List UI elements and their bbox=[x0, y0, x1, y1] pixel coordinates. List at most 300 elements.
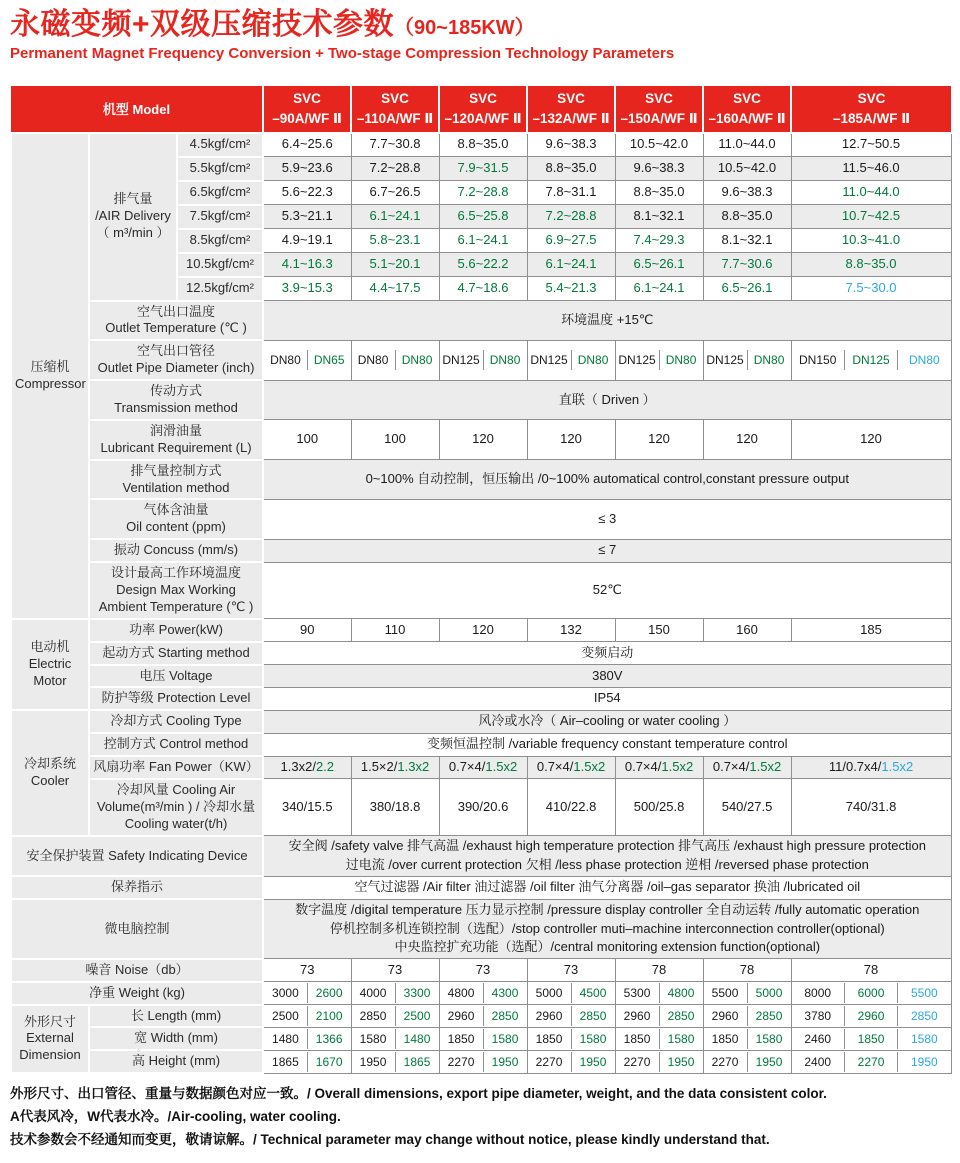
split-value bbox=[704, 983, 747, 1003]
value-text: 数字温度 /digital temperature 压力显示控制 /pressure display controller 全自动运转 /fully automatic operation bbox=[295, 901, 920, 917]
split-value bbox=[704, 1052, 747, 1072]
split-value bbox=[571, 1029, 615, 1049]
value-text: 7.8~31.1 bbox=[545, 184, 597, 200]
data-cell bbox=[439, 253, 527, 277]
row-ventilation-method bbox=[11, 460, 951, 500]
row-label bbox=[89, 1005, 263, 1028]
split-value bbox=[307, 983, 351, 1003]
value-text: 10.5~42.0 bbox=[629, 136, 689, 152]
data-cell bbox=[263, 1005, 351, 1028]
model-header-row bbox=[11, 86, 951, 133]
value-text: DN80 bbox=[577, 353, 609, 368]
data-cell bbox=[439, 959, 527, 982]
data-cell bbox=[615, 253, 703, 277]
data-cell bbox=[527, 181, 615, 205]
row-label-line: Ventilation method bbox=[122, 479, 230, 495]
data-cell bbox=[791, 779, 951, 836]
value-text: 132 bbox=[560, 621, 582, 637]
value-text: 2960 bbox=[857, 1008, 885, 1023]
data-cell bbox=[439, 420, 527, 460]
data-cell bbox=[527, 1050, 615, 1073]
split-value bbox=[844, 1029, 897, 1049]
row-concuss bbox=[11, 539, 951, 562]
value-text: 1.5×2/ bbox=[360, 759, 398, 775]
value-text: 2270 bbox=[447, 1054, 475, 1069]
row-label bbox=[89, 733, 263, 756]
data-cell bbox=[615, 277, 703, 301]
value-text: 6.1~24.1 bbox=[633, 280, 685, 296]
value-text: 390/20.6 bbox=[457, 798, 509, 814]
data-cell bbox=[439, 1027, 527, 1050]
category-cell bbox=[11, 133, 89, 619]
data-line bbox=[266, 311, 949, 330]
data-line bbox=[266, 391, 949, 410]
value-text: 6.1~24.1 bbox=[457, 232, 509, 248]
split-values bbox=[264, 983, 351, 1003]
row-cooling-air-volume bbox=[11, 779, 951, 836]
split-values bbox=[352, 983, 439, 1003]
value-text: 10.5~42.0 bbox=[717, 160, 777, 176]
data-cell bbox=[263, 253, 351, 277]
data-cell bbox=[527, 229, 615, 253]
split-value bbox=[571, 350, 615, 370]
split-values bbox=[264, 1052, 351, 1072]
split-values bbox=[792, 1006, 951, 1026]
value-text: 2270 bbox=[857, 1054, 885, 1069]
model-variant: –160A/WF Ⅱ bbox=[708, 110, 786, 126]
data-cell bbox=[703, 253, 791, 277]
row-label bbox=[11, 876, 263, 899]
row-label-line: 净重 Weight (kg) bbox=[89, 984, 185, 1000]
data-cell bbox=[527, 420, 615, 460]
split-value bbox=[616, 1052, 659, 1072]
value-text: 8.8~35.0 bbox=[633, 184, 685, 200]
model-variant: –132A/WF Ⅱ bbox=[532, 110, 610, 126]
row-label-line: 振动 Concuss (mm/s) bbox=[113, 542, 239, 558]
data-cell bbox=[527, 157, 615, 181]
data-cell bbox=[263, 205, 351, 229]
row-label-line: （ m³/min ） bbox=[96, 224, 170, 240]
data-cell bbox=[791, 420, 951, 460]
row-transmission-method bbox=[11, 380, 951, 420]
data-line bbox=[266, 938, 949, 957]
value-text: 120 bbox=[560, 431, 582, 447]
value-text: 7.5~30.0 bbox=[845, 280, 897, 296]
row-label-line: Outlet Pipe Diameter (inch) bbox=[97, 360, 255, 376]
row-width bbox=[11, 1027, 951, 1050]
category-cell bbox=[11, 710, 89, 835]
split-value bbox=[483, 1029, 527, 1049]
split-values bbox=[528, 1006, 615, 1026]
data-cell bbox=[263, 959, 351, 982]
pressure-label: 7.5kgf/cm² bbox=[177, 205, 263, 229]
data-line bbox=[266, 712, 949, 731]
value-text: 4.1~16.3 bbox=[281, 256, 333, 272]
data-span-cell bbox=[263, 499, 951, 539]
value-text: DN125 bbox=[530, 353, 568, 368]
value-text: 6.7~26.5 bbox=[369, 184, 421, 200]
value-text: 2960 bbox=[623, 1008, 651, 1023]
row-label bbox=[89, 665, 263, 688]
split-values bbox=[704, 983, 791, 1003]
data-cell bbox=[439, 340, 527, 380]
row-label-line: 空气出口管径 bbox=[137, 343, 216, 359]
value-text: 1850 bbox=[711, 1031, 739, 1046]
value-text: 120 bbox=[472, 431, 494, 447]
value-text: 1950 bbox=[911, 1054, 938, 1069]
value-text: 2850 bbox=[359, 1008, 387, 1023]
value-text: 1580 bbox=[491, 1031, 519, 1046]
split-value bbox=[571, 1052, 615, 1072]
row-label-line: 微电脑控制 bbox=[104, 920, 170, 936]
data-cell bbox=[791, 959, 951, 982]
data-cell bbox=[615, 229, 703, 253]
category-cell bbox=[11, 619, 89, 711]
value-text: 3300 bbox=[403, 986, 431, 1001]
value-text: 2850 bbox=[755, 1008, 783, 1023]
split-value bbox=[897, 1029, 950, 1049]
value-text: 7.2~28.8 bbox=[457, 184, 509, 200]
data-cell bbox=[439, 756, 527, 779]
value-text: 8000 bbox=[804, 986, 832, 1001]
value-text: 5000 bbox=[755, 986, 783, 1001]
value-text: 4800 bbox=[667, 986, 695, 1001]
value-text: 1950 bbox=[491, 1054, 519, 1069]
split-value bbox=[264, 350, 307, 370]
row-label bbox=[89, 133, 177, 301]
value-text: 120 bbox=[648, 431, 670, 447]
split-value bbox=[844, 350, 897, 370]
data-cell bbox=[703, 205, 791, 229]
split-value bbox=[528, 983, 571, 1003]
data-cell bbox=[791, 229, 951, 253]
value-text: 风冷或水冷（ Air–cooling or water cooling ） bbox=[478, 713, 737, 729]
data-cell bbox=[615, 982, 703, 1005]
data-cell bbox=[351, 756, 439, 779]
model-variant: –185A/WF Ⅱ bbox=[832, 110, 911, 126]
split-value bbox=[307, 350, 351, 370]
split-values bbox=[352, 350, 439, 370]
split-values bbox=[792, 1052, 951, 1072]
data-cell bbox=[615, 133, 703, 157]
data-line bbox=[266, 470, 949, 489]
row-label bbox=[89, 779, 263, 836]
value-text: 2500 bbox=[272, 1008, 299, 1023]
data-cell bbox=[527, 253, 615, 277]
value-text: 2850 bbox=[667, 1008, 695, 1023]
data-cell bbox=[527, 277, 615, 301]
value-text: 4.9~19.1 bbox=[281, 232, 333, 248]
value-text: 6.5~26.1 bbox=[721, 280, 773, 296]
row-label-line: 保养指示 bbox=[111, 879, 164, 895]
value-text: 2270 bbox=[535, 1054, 563, 1069]
value-text: 1850 bbox=[623, 1031, 651, 1046]
value-text: DN80 bbox=[489, 353, 521, 368]
data-cell bbox=[263, 133, 351, 157]
split-value bbox=[440, 1006, 483, 1026]
row-label-line: 冷却方式 Cooling Type bbox=[110, 713, 242, 729]
row-weight bbox=[11, 982, 951, 1005]
footnote-cooling-legend: A代表风冷，W代表水冷。/Air-cooling, water cooling. bbox=[10, 1109, 341, 1125]
split-values bbox=[704, 1006, 791, 1026]
row-label-line: 润滑油量 bbox=[150, 422, 203, 438]
row-label bbox=[11, 836, 263, 877]
value-text: 78 bbox=[863, 961, 879, 977]
data-cell bbox=[351, 229, 439, 253]
data-span-cell bbox=[263, 665, 951, 688]
row-label bbox=[89, 1050, 263, 1073]
value-text: 6.1~24.1 bbox=[369, 208, 421, 224]
data-cell bbox=[263, 982, 351, 1005]
split-value bbox=[352, 1006, 395, 1026]
data-cell bbox=[791, 340, 951, 380]
split-value bbox=[659, 983, 703, 1003]
data-cell bbox=[527, 982, 615, 1005]
pressure-label: 4.5kgf/cm² bbox=[177, 133, 263, 157]
value-text: 110 bbox=[384, 621, 406, 637]
data-cell bbox=[439, 229, 527, 253]
row-label-line: Design Max Working bbox=[116, 581, 236, 597]
split-values bbox=[704, 350, 791, 370]
row-label bbox=[89, 301, 263, 341]
value-text: IP54 bbox=[593, 690, 621, 706]
data-cell bbox=[703, 133, 791, 157]
value-text: 6.5~26.1 bbox=[633, 256, 685, 272]
split-value bbox=[897, 350, 950, 370]
value-text: 2850 bbox=[491, 1008, 519, 1023]
data-cell bbox=[791, 619, 951, 642]
data-line bbox=[266, 510, 949, 529]
data-cell bbox=[615, 1050, 703, 1073]
row-label bbox=[89, 642, 263, 665]
page-title-cn: 永磁变频+双级压缩技术参数 bbox=[10, 8, 395, 41]
value-text: 1.5x2 bbox=[661, 759, 694, 775]
data-cell bbox=[439, 779, 527, 836]
data-span-cell bbox=[263, 899, 951, 959]
row-fan-power bbox=[11, 756, 951, 779]
split-values bbox=[352, 1029, 439, 1049]
row-label bbox=[89, 340, 263, 380]
category-label: 冷却系统 bbox=[23, 756, 76, 772]
data-cell bbox=[791, 133, 951, 157]
value-text: 2270 bbox=[711, 1054, 739, 1069]
split-values bbox=[792, 983, 951, 1003]
category-label: 电动机 bbox=[30, 639, 70, 655]
row-label-line: 长 Length (mm) bbox=[130, 1007, 222, 1023]
pressure-label: 5.5kgf/cm² bbox=[177, 157, 263, 181]
row-label bbox=[89, 380, 263, 420]
split-value bbox=[352, 983, 395, 1003]
value-text: 5.8~23.1 bbox=[369, 232, 421, 248]
split-value bbox=[659, 1029, 703, 1049]
value-text: ≤ 3 bbox=[598, 510, 617, 526]
category-label: Cooler bbox=[30, 772, 70, 788]
row-label bbox=[89, 619, 263, 642]
row-design-max-ambient bbox=[11, 562, 951, 619]
split-value bbox=[571, 983, 615, 1003]
value-text: 2500 bbox=[403, 1008, 431, 1023]
split-values bbox=[528, 1052, 615, 1072]
data-cell bbox=[791, 277, 951, 301]
row-label-line: Outlet Temperature (℃ ) bbox=[105, 320, 247, 336]
data-cell bbox=[351, 959, 439, 982]
row-label-line: 排气量控制方式 bbox=[130, 462, 222, 478]
value-text: 120 bbox=[472, 621, 494, 637]
category-label: Compressor bbox=[15, 375, 86, 391]
value-text: 120 bbox=[860, 431, 882, 447]
value-text: 6.1~24.1 bbox=[545, 256, 597, 272]
value-text: 1950 bbox=[755, 1054, 783, 1069]
page-title bbox=[10, 8, 950, 43]
table-header bbox=[11, 86, 951, 133]
row-label-line: Cooling water(t/h) bbox=[124, 815, 228, 831]
row-label bbox=[11, 959, 263, 982]
split-value bbox=[483, 1006, 527, 1026]
value-text: 停机控制多机连锁控制（选配）/stop controller muti–machine interconnection controller(optional) bbox=[329, 920, 885, 936]
value-text: DN80 bbox=[665, 353, 697, 368]
value-text: 340/15.5 bbox=[281, 798, 333, 814]
split-value bbox=[483, 1052, 527, 1072]
value-text: 中央监控扩充功能（选配）/central monitoring extension function(optional) bbox=[394, 939, 821, 955]
row-label bbox=[89, 499, 263, 539]
value-text: 73 bbox=[387, 961, 403, 977]
row-label bbox=[89, 539, 263, 562]
data-cell bbox=[703, 982, 791, 1005]
value-text: 78 bbox=[651, 961, 667, 977]
data-cell bbox=[351, 1027, 439, 1050]
value-text: 3780 bbox=[804, 1008, 832, 1023]
row-noise bbox=[11, 959, 951, 982]
value-text: 2960 bbox=[711, 1008, 739, 1023]
data-cell bbox=[527, 756, 615, 779]
data-cell bbox=[351, 181, 439, 205]
split-value bbox=[659, 350, 703, 370]
data-cell bbox=[791, 982, 951, 1005]
data-cell bbox=[703, 340, 791, 380]
split-value bbox=[352, 1052, 395, 1072]
value-text: 2850 bbox=[579, 1008, 607, 1023]
data-cell bbox=[351, 340, 439, 380]
row-starting-method bbox=[11, 642, 951, 665]
data-cell bbox=[263, 420, 351, 460]
data-cell bbox=[351, 1050, 439, 1073]
data-line bbox=[266, 878, 949, 897]
value-text: 380/18.8 bbox=[369, 798, 421, 814]
data-cell bbox=[351, 1005, 439, 1028]
data-cell bbox=[615, 1027, 703, 1050]
value-text: 2600 bbox=[315, 986, 343, 1001]
data-cell bbox=[615, 420, 703, 460]
model-series: SVC bbox=[293, 90, 321, 106]
footnote-color-legend: 外形尺寸、出口管径、重量与数据颜色对应一致。/ Overall dimensions, export pipe diameter, weight, and the data consistent color. bbox=[10, 1086, 827, 1102]
value-text: 5.9~23.6 bbox=[281, 160, 333, 176]
model-header-cell bbox=[527, 86, 615, 133]
row-label-line: 宽 Width (mm) bbox=[134, 1030, 218, 1046]
value-text: DN125 bbox=[442, 353, 480, 368]
data-line bbox=[266, 856, 949, 875]
value-text: DN80 bbox=[753, 353, 785, 368]
value-text: 1950 bbox=[359, 1054, 387, 1069]
data-cell bbox=[351, 619, 439, 642]
value-text: 11.0~44.0 bbox=[718, 136, 776, 152]
model-header-cell bbox=[351, 86, 439, 133]
data-cell bbox=[263, 1050, 351, 1073]
split-values bbox=[616, 350, 703, 370]
data-cell bbox=[439, 1005, 527, 1028]
parameters-table bbox=[10, 86, 952, 1075]
row-microcomputer-control bbox=[11, 899, 951, 959]
row-label-line: 空气出口温度 bbox=[137, 303, 216, 319]
data-span-cell bbox=[263, 710, 951, 733]
data-cell bbox=[703, 756, 791, 779]
value-text: 6.4~25.6 bbox=[281, 136, 333, 152]
value-text: 8.8~35.0 bbox=[545, 160, 597, 176]
split-values bbox=[704, 1029, 791, 1049]
data-line bbox=[266, 667, 949, 686]
data-cell bbox=[615, 1005, 703, 1028]
model-series: SVC bbox=[733, 90, 761, 106]
split-value bbox=[395, 350, 439, 370]
split-value bbox=[659, 1052, 703, 1072]
value-text: 7.2~28.8 bbox=[545, 208, 597, 224]
value-text: 7.7~30.8 bbox=[369, 136, 421, 152]
data-cell bbox=[703, 1027, 791, 1050]
value-text: 1.5x2 bbox=[485, 759, 518, 775]
data-line bbox=[266, 541, 949, 560]
data-cell bbox=[263, 229, 351, 253]
value-text: 1950 bbox=[579, 1054, 607, 1069]
row-height bbox=[11, 1050, 951, 1073]
model-series: SVC bbox=[381, 90, 409, 106]
split-values bbox=[264, 1006, 351, 1026]
row-label-line: Transmission method bbox=[114, 399, 238, 415]
value-text: 5000 bbox=[535, 986, 563, 1001]
row-label-line: 冷却风量 Cooling Air bbox=[116, 781, 236, 797]
row-label-line: 噪音 Noise（db） bbox=[85, 961, 189, 977]
row-safety-indicating-device bbox=[11, 836, 951, 877]
row-label bbox=[11, 899, 263, 959]
data-span-cell bbox=[263, 876, 951, 899]
value-text: 120 bbox=[736, 431, 758, 447]
split-value bbox=[747, 1029, 791, 1049]
split-value bbox=[897, 1052, 950, 1072]
data-cell bbox=[439, 157, 527, 181]
data-cell bbox=[439, 277, 527, 301]
value-text: DN80 bbox=[909, 353, 940, 368]
value-text: 5.6~22.3 bbox=[281, 184, 333, 200]
split-value bbox=[395, 1029, 439, 1049]
value-text: 环境温度 +15℃ bbox=[561, 311, 654, 327]
value-text: 11.0~44.0 bbox=[842, 184, 900, 200]
split-value bbox=[395, 1006, 439, 1026]
data-cell bbox=[351, 779, 439, 836]
category-cell bbox=[11, 1005, 89, 1074]
data-cell bbox=[351, 420, 439, 460]
page-subtitle-en: Permanent Magnet Frequency Conversion + Two-stage Compression Technology Parameters bbox=[10, 44, 675, 62]
data-cell bbox=[703, 181, 791, 205]
value-text: 4000 bbox=[359, 986, 387, 1001]
split-value bbox=[307, 1052, 351, 1072]
split-values bbox=[616, 983, 703, 1003]
value-text: 6000 bbox=[857, 986, 885, 1001]
value-text: 52℃ bbox=[592, 581, 622, 597]
data-cell bbox=[263, 277, 351, 301]
table-body bbox=[11, 133, 951, 1074]
split-value bbox=[395, 1052, 439, 1072]
value-text: 1580 bbox=[911, 1031, 938, 1046]
split-values bbox=[528, 350, 615, 370]
value-text: 380V bbox=[592, 667, 623, 683]
